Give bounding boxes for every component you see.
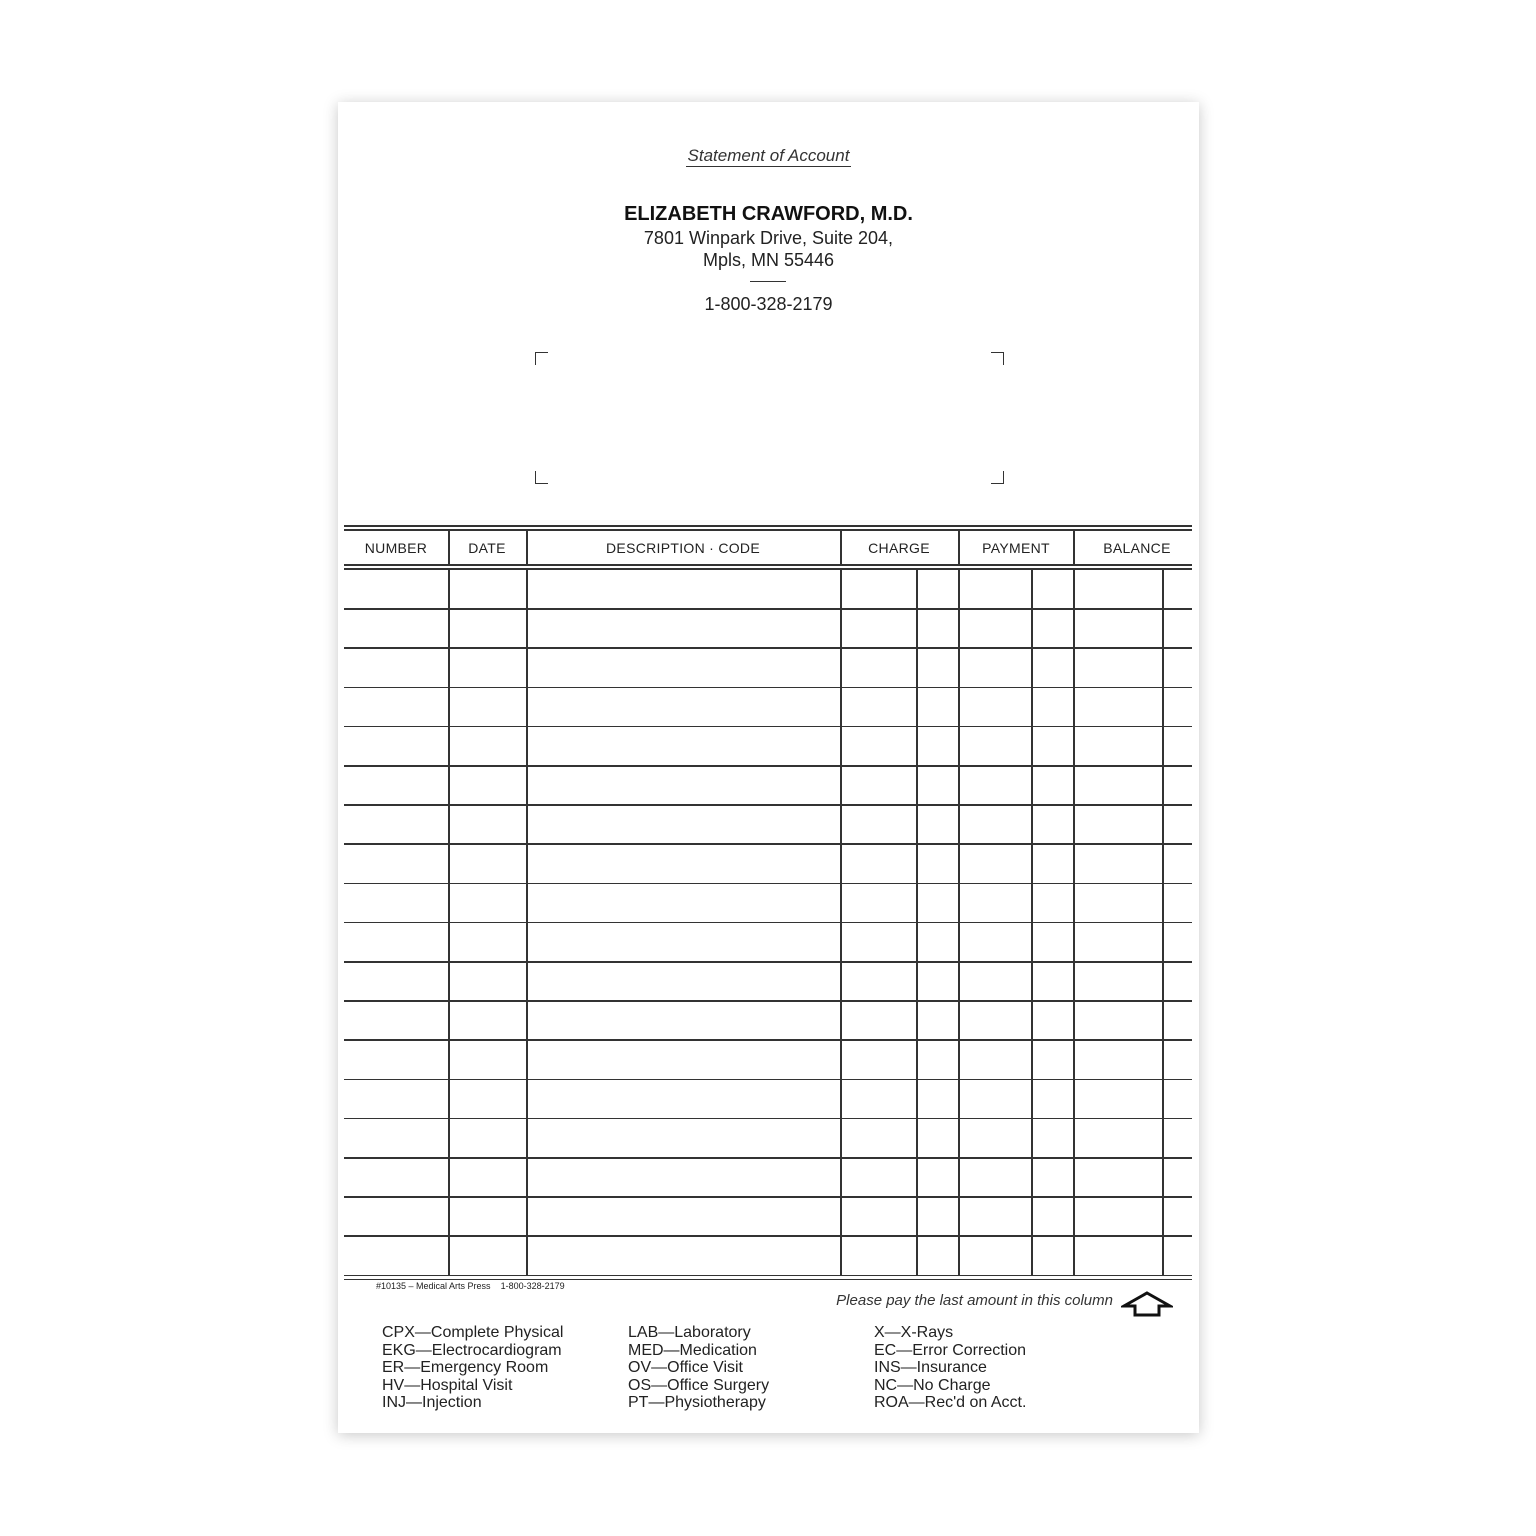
header-charge: CHARGE [868,540,930,556]
table-row-rule [344,1039,1192,1041]
header-date: DATE [468,540,506,556]
table-row-rule [344,1079,1192,1081]
table-row-rule [344,647,1192,649]
table-row-rule [344,1235,1192,1237]
legend-column-1 [382,1324,563,1412]
pay-last-amount-note: Please pay the last amount in this column [836,1292,1113,1309]
body-column-divider [1031,569,1033,1275]
legend-item: INJ—Injection [382,1394,482,1411]
table-row-rule [344,922,1192,924]
legend-item: ROA—Rec'd on Acct. [874,1394,1027,1411]
table-row-rule [344,1118,1192,1120]
legend-item: HV—Hospital Visit [382,1376,513,1394]
statement-form [338,102,1199,1433]
header-bottom-rule [344,564,1192,566]
legend-item: LAB—Laboratory [628,1324,751,1341]
table-row-rule [344,883,1192,885]
form-title: Statement of Account [687,146,850,165]
address-window-corner-top-left [535,352,548,365]
header-payment: PAYMENT [982,540,1050,556]
table-row-rule [344,687,1192,689]
legend-column-2 [628,1324,769,1412]
legend-item: MED—Medication [628,1341,757,1359]
body-column-divider [916,569,918,1275]
legend-column-3 [874,1324,1026,1412]
table-top-rule [344,525,1192,527]
table-row-rule [344,608,1192,610]
legend-item: EC—Error Correction [874,1341,1027,1359]
header-number: NUMBER [364,540,428,556]
header-column-divider [1073,529,1075,565]
address-line-2: Mpls, MN 55446 [702,250,835,270]
header-column-divider [840,529,842,565]
body-column-divider [448,569,450,1275]
legend-item: CPX—Complete Physical [382,1324,564,1341]
body-column-divider [840,569,842,1275]
legend-item: ER—Emergency Room [382,1359,549,1376]
table-row-rule [344,726,1192,728]
address-window-corner-top-right [991,352,1004,365]
table-row-rule [344,843,1192,845]
table-row-rule [344,765,1192,767]
table-top-rule [344,529,1192,531]
header-balance: BALANCE [1103,540,1171,556]
header-column-divider [958,529,960,565]
body-column-divider [1073,569,1075,1275]
address-window-corner-bottom-right [991,471,1004,484]
body-column-divider [526,569,528,1275]
body-column-divider [1162,569,1164,1275]
separator-dash [750,281,786,282]
table-bottom-rule [344,1279,1192,1281]
header-bottom-rule [344,568,1192,570]
form-title-wrap [338,146,1199,166]
table-row-rule [344,961,1192,963]
legend-item: INS—Insurance [874,1359,987,1376]
header-column-divider [526,529,528,565]
body-column-divider [958,569,960,1275]
up-arrow-icon [1121,1290,1173,1318]
legend-item: PT—Physiotherapy [628,1394,766,1411]
table-row-rule [344,804,1192,806]
legend-item: X—X-Rays [874,1324,954,1341]
phone-number: 1-800-328-2179 [704,294,833,314]
form-imprint: #10135 – Medical Arts Press 1-800-328-2179 [376,1281,565,1291]
address-line-1: 7801 Winpark Drive, Suite 204, [643,228,894,248]
table-row-rule [344,1196,1192,1198]
legend-item: OS—Office Surgery [628,1376,770,1394]
table-bottom-rule [344,1275,1192,1277]
header-description-code: DESCRIPTION · CODE [606,540,760,556]
table-row-rule [344,1157,1192,1159]
header-column-divider [448,529,450,565]
legend-item: EKG—Electrocardiogram [382,1341,562,1359]
doctor-name: ELIZABETH CRAWFORD, M.D. [624,203,913,225]
table-row-rule [344,1000,1192,1002]
address-window-corner-bottom-left [535,471,548,484]
legend-item: NC—No Charge [874,1376,991,1394]
legend-item: OV—Office Visit [628,1359,743,1376]
